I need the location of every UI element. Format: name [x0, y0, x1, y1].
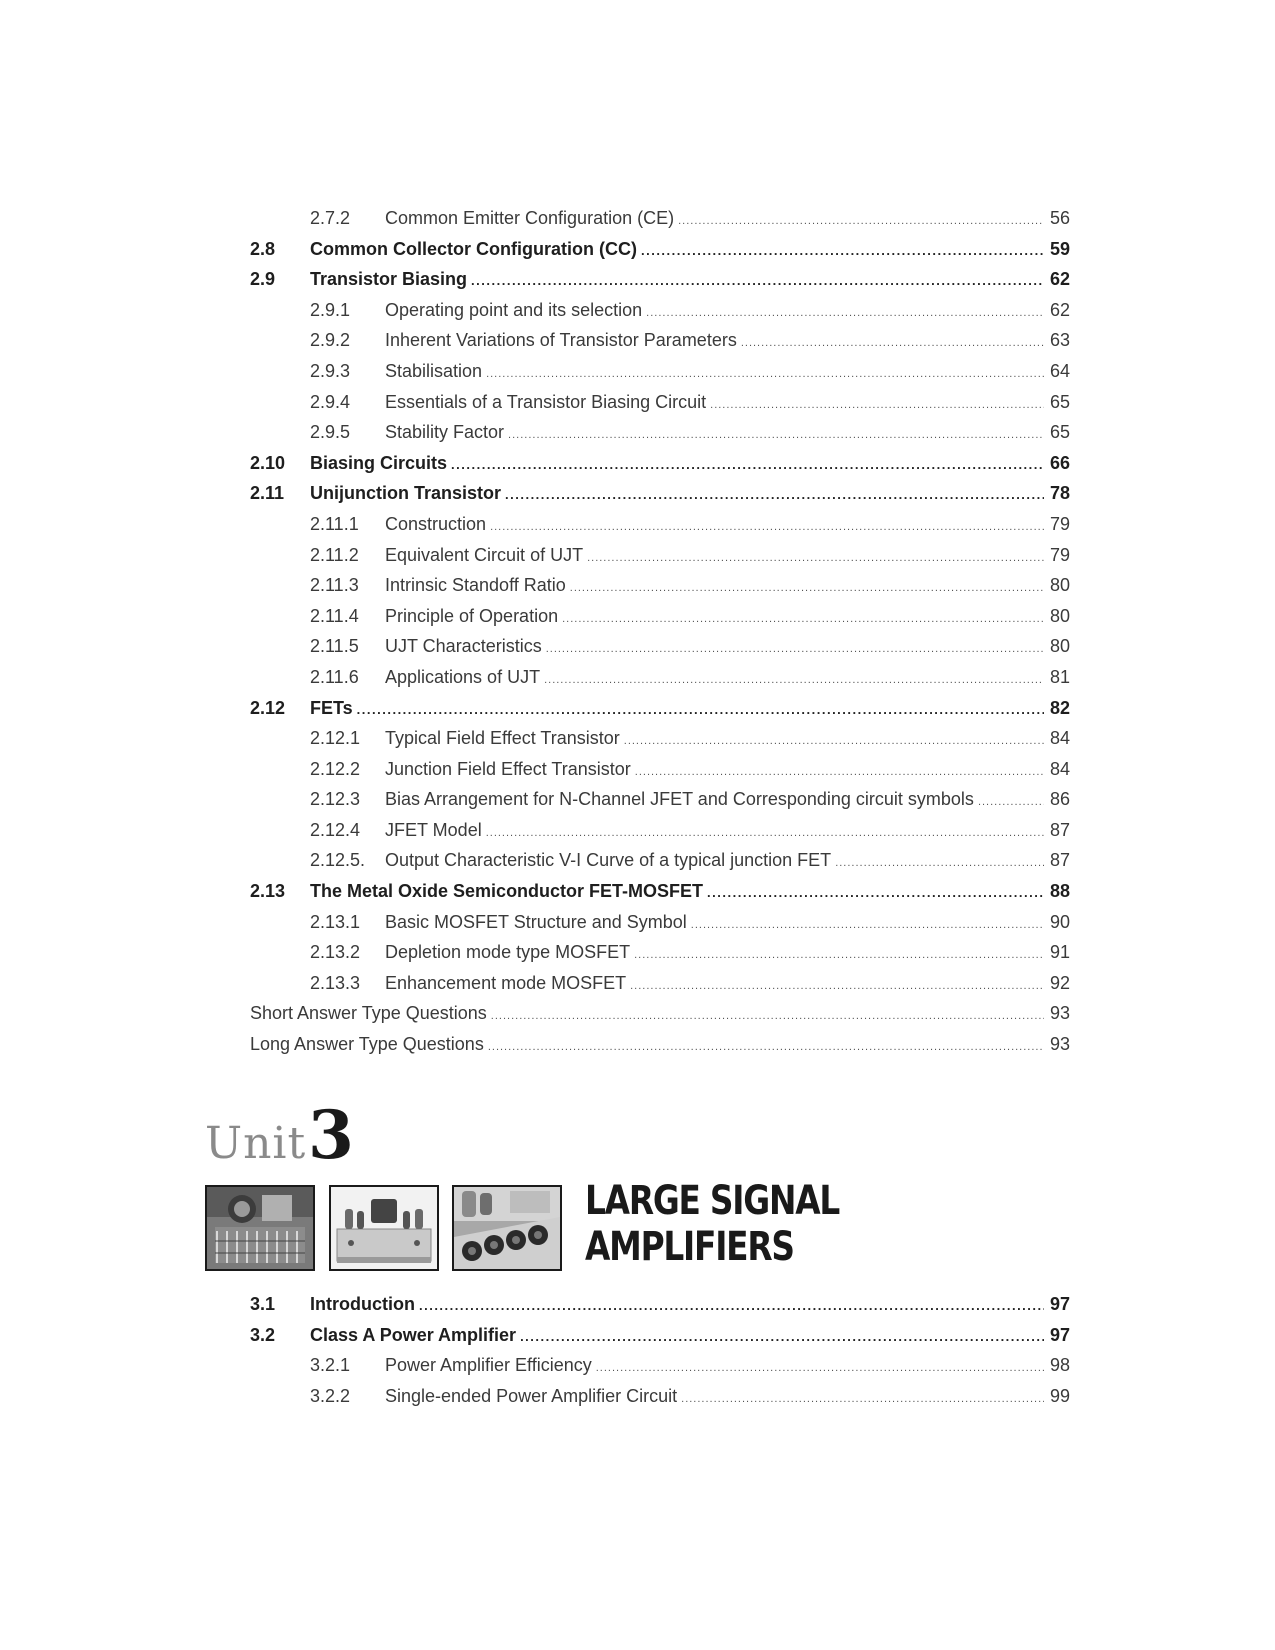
unit-label: Unit	[205, 1118, 307, 1169]
toc-dot-leader	[570, 573, 1044, 604]
toc-entry-page: 90	[1049, 911, 1070, 932]
toc-entry	[250, 693, 1070, 724]
toc-entry-number: 2.13.1	[310, 911, 361, 932]
circuit-board-photo	[205, 1185, 315, 1271]
amplifier-knobs-photo	[452, 1185, 562, 1271]
toc-entry-number: 2.12.5.	[310, 850, 366, 871]
toc-entry-page: 93	[1049, 1034, 1070, 1055]
toc-entry-number: 2.12	[250, 697, 286, 718]
toc-entry	[250, 1350, 1070, 1381]
toc-entry-number: 2.11.2	[310, 544, 359, 565]
toc-entry-page: 65	[1049, 391, 1070, 412]
toc-entry-title: FETs	[310, 697, 353, 718]
toc-dot-leader	[710, 390, 1044, 421]
toc-entry-title: Principle of Operation	[385, 605, 559, 626]
toc-entry-number: 2.13.3	[310, 972, 361, 993]
toc-dot-leader	[490, 512, 1044, 543]
toc-dot-leader	[678, 206, 1044, 237]
toc-entry-title: Stabilisation	[385, 360, 483, 381]
toc-entry	[250, 234, 1070, 265]
toc-entry-number: 2.10	[250, 452, 286, 473]
toc-entry	[250, 907, 1070, 938]
toc-dot-leader	[978, 787, 1044, 818]
toc-entry-number: 2.12.1	[310, 728, 361, 749]
toc-dot-leader	[520, 1322, 1044, 1353]
toc-dot-leader	[835, 848, 1044, 879]
toc-entry-page: 84	[1049, 758, 1070, 779]
toc-entry-title: Intrinsic Standoff Ratio	[385, 575, 566, 596]
toc-dot-leader	[357, 695, 1044, 726]
toc-entry-number: 2.11.4	[310, 605, 359, 626]
toc-entry-title: Junction Field Effect Transistor	[385, 758, 631, 779]
toc-entry	[250, 264, 1070, 295]
toc-entry-number: 2.8	[250, 238, 276, 259]
toc-entry-number: 2.13.2	[310, 942, 361, 963]
toc-unit3-list	[250, 1289, 1070, 1411]
toc-dot-leader	[508, 420, 1044, 451]
toc-entry-number: 2.11.3	[310, 575, 359, 596]
toc-entry-title: Class A Power Amplifier	[310, 1324, 517, 1345]
toc-entry-page: 80	[1049, 605, 1070, 626]
toc-entry-number: 2.9.1	[310, 299, 351, 320]
toc-entry-number: 2.11	[250, 483, 285, 504]
toc-dot-leader	[491, 1001, 1044, 1032]
toc-dot-leader	[691, 910, 1044, 941]
toc-entry	[250, 754, 1070, 785]
toc-entry-title: Stability Factor	[385, 422, 505, 443]
toc-entry	[250, 723, 1070, 754]
toc-dot-leader	[486, 359, 1044, 390]
toc-entry-page: 66	[1049, 452, 1070, 473]
toc-entry-title: Output Characteristic V-I Curve of a typical junction FET	[385, 850, 832, 871]
toc-entry	[250, 1029, 1070, 1060]
toc-entry-page: 99	[1049, 1385, 1070, 1406]
toc-entry-number: 2.9	[250, 269, 276, 290]
unit-title-line-1: LARGE SIGNAL	[585, 1178, 840, 1224]
unit-header	[205, 1096, 1005, 1278]
toc-entry	[250, 998, 1070, 1029]
toc-entry-page: 80	[1049, 575, 1070, 596]
toc-entry-number: 3.1	[250, 1294, 276, 1314]
toc-entry-title: Typical Field Effect Transistor	[385, 728, 620, 749]
toc-entry	[250, 1289, 1070, 1320]
toc-dot-leader	[451, 450, 1044, 481]
toc-entry	[250, 387, 1070, 418]
toc-dot-leader	[646, 298, 1044, 329]
toc-dot-leader	[488, 1032, 1044, 1063]
toc-entry-number: 2.11.6	[310, 666, 359, 687]
toc-dot-leader	[562, 604, 1044, 635]
toc-dot-leader	[681, 1384, 1044, 1415]
toc-entry	[250, 448, 1070, 479]
toc-entry-title: Basic MOSFET Structure and Symbol	[385, 911, 687, 932]
toc-entry-number: 2.9.2	[310, 330, 351, 351]
toc-entry-title: Transistor Biasing	[310, 269, 468, 290]
toc-dot-leader	[641, 236, 1044, 267]
toc-entry-title: Common Emitter Configuration (CE)	[385, 208, 675, 228]
toc-entry	[250, 1381, 1070, 1412]
toc-entry-number: 2.12.4	[310, 819, 361, 840]
toc-entry-page: 92	[1049, 972, 1070, 993]
toc-entry-title: Biasing Circuits	[310, 452, 448, 473]
toc-entry	[250, 601, 1070, 632]
toc-entry-page: 87	[1049, 819, 1070, 840]
toc-entry	[250, 295, 1070, 326]
toc-dot-leader	[596, 1353, 1044, 1384]
toc-entry	[250, 478, 1070, 509]
toc-entry-title: Applications of UJT	[385, 666, 541, 687]
toc-entry-title: Enhancement mode MOSFET	[385, 972, 627, 993]
toc-entry-title: Equivalent Circuit of UJT	[385, 544, 584, 565]
toc-entry-title: Bias Arrangement for N-Channel JFET and Corresponding circuit symbols	[385, 789, 974, 810]
toc-entry-title: UJT Characteristics	[385, 636, 542, 657]
toc-entry	[250, 356, 1070, 387]
toc-entry-page: 93	[1049, 1003, 1070, 1024]
toc-entry-number: 2.11.5	[310, 636, 359, 657]
toc-continued-list	[250, 203, 1070, 1060]
toc-entry-page: 88	[1049, 881, 1070, 902]
toc-entry-number: 2.11.1	[310, 513, 359, 534]
toc-dot-leader	[505, 480, 1044, 511]
toc-entry	[250, 540, 1070, 571]
toc-entry	[250, 417, 1070, 448]
toc-entry-title: JFET Model	[385, 819, 482, 840]
toc-entry	[250, 876, 1070, 907]
toc-entry	[250, 570, 1070, 601]
toc-entry	[250, 1320, 1070, 1351]
tube-amplifier-photo	[329, 1185, 439, 1271]
unit-number: 3	[308, 1096, 354, 1174]
toc-entry-number: 2.9.5	[310, 422, 351, 443]
toc-entry	[250, 845, 1070, 876]
toc-entry-number: 3.2	[250, 1324, 276, 1345]
toc-entry-title: The Metal Oxide Semiconductor FET-MOSFET	[310, 881, 704, 902]
unit-title	[585, 1178, 839, 1270]
toc-entry-title: Common Collector Configuration (CC)	[310, 238, 637, 259]
toc-entry	[250, 937, 1070, 968]
toc-dot-leader	[741, 328, 1044, 359]
unit-title-line-2: AMPLIFIERS	[585, 1224, 794, 1270]
toc-dot-leader	[624, 726, 1044, 757]
toc-entry-page: 65	[1049, 422, 1070, 443]
toc-entry-title: Inherent Variations of Transistor Parameters	[385, 330, 737, 351]
toc-dot-leader	[419, 1291, 1044, 1322]
toc-dot-leader	[707, 878, 1044, 909]
toc-entry-page: 86	[1049, 789, 1070, 810]
toc-dot-leader	[634, 940, 1044, 971]
toc-dot-leader	[471, 266, 1044, 297]
toc-dot-leader	[546, 634, 1044, 665]
toc-entry-page: 80	[1049, 636, 1070, 657]
toc-entry	[250, 662, 1070, 693]
toc-entry-page: 62	[1049, 299, 1070, 320]
toc-entry-title: Operating point and its selection	[385, 299, 643, 320]
toc-entry-number: 2.9.3	[310, 360, 351, 381]
toc-entry-page: 84	[1049, 728, 1070, 749]
toc-entry-title: Essentials of a Transistor Biasing Circuit	[385, 391, 707, 412]
toc-entry-title: Introduction	[310, 1294, 415, 1314]
toc-dot-leader	[635, 757, 1044, 788]
toc-entry	[250, 203, 1070, 234]
toc-entry-number: 2.13	[250, 881, 286, 902]
toc-dot-leader	[587, 543, 1044, 574]
toc-entry-title: Single-ended Power Amplifier Circuit	[385, 1385, 678, 1406]
toc-entry-page: 97	[1049, 1294, 1070, 1314]
toc-entry-page: 87	[1049, 850, 1070, 871]
toc-entry-page: 64	[1049, 360, 1070, 381]
toc-entry-number: 3.2.1	[310, 1355, 351, 1376]
toc-entry-page: 79	[1049, 544, 1070, 565]
toc-entry-number: 2.9.4	[310, 391, 351, 412]
toc-entry	[250, 784, 1070, 815]
toc-entry-title: Unijunction Transistor	[310, 483, 502, 504]
toc-entry-title: Power Amplifier Efficiency	[385, 1355, 592, 1376]
toc-entry-page: 59	[1049, 238, 1070, 259]
toc-entry	[250, 325, 1070, 356]
toc-entry-title: Construction	[385, 513, 487, 534]
toc-entry-page: 97	[1049, 1324, 1070, 1345]
toc-entry	[250, 968, 1070, 999]
toc-entry-title: Depletion mode type MOSFET	[385, 942, 631, 963]
toc-dot-leader	[630, 971, 1044, 1002]
toc-entry-page: 82	[1049, 697, 1070, 718]
toc-entry	[250, 815, 1070, 846]
toc-entry-page: 91	[1049, 942, 1070, 963]
toc-dot-leader	[486, 818, 1044, 849]
toc-entry-title: Long Answer Type Questions	[250, 1034, 484, 1055]
toc-entry-page: 78	[1049, 483, 1070, 504]
toc-entry-number: 2.7.2	[310, 208, 351, 228]
toc-entry-page: 81	[1049, 666, 1070, 687]
toc-entry-page: 62	[1049, 269, 1070, 290]
toc-entry-page: 56	[1049, 208, 1070, 228]
toc-entry-page: 63	[1049, 330, 1070, 351]
toc-entry-number: 3.2.2	[310, 1385, 351, 1406]
toc-entry-page: 98	[1049, 1355, 1070, 1376]
toc-entry	[250, 631, 1070, 662]
toc-entry-title: Short Answer Type Questions	[250, 1003, 487, 1024]
toc-entry-page: 79	[1049, 513, 1070, 534]
toc-entry	[250, 509, 1070, 540]
toc-dot-leader	[544, 665, 1044, 696]
toc-entry-number: 2.12.2	[310, 758, 361, 779]
toc-entry-number: 2.12.3	[310, 789, 361, 810]
